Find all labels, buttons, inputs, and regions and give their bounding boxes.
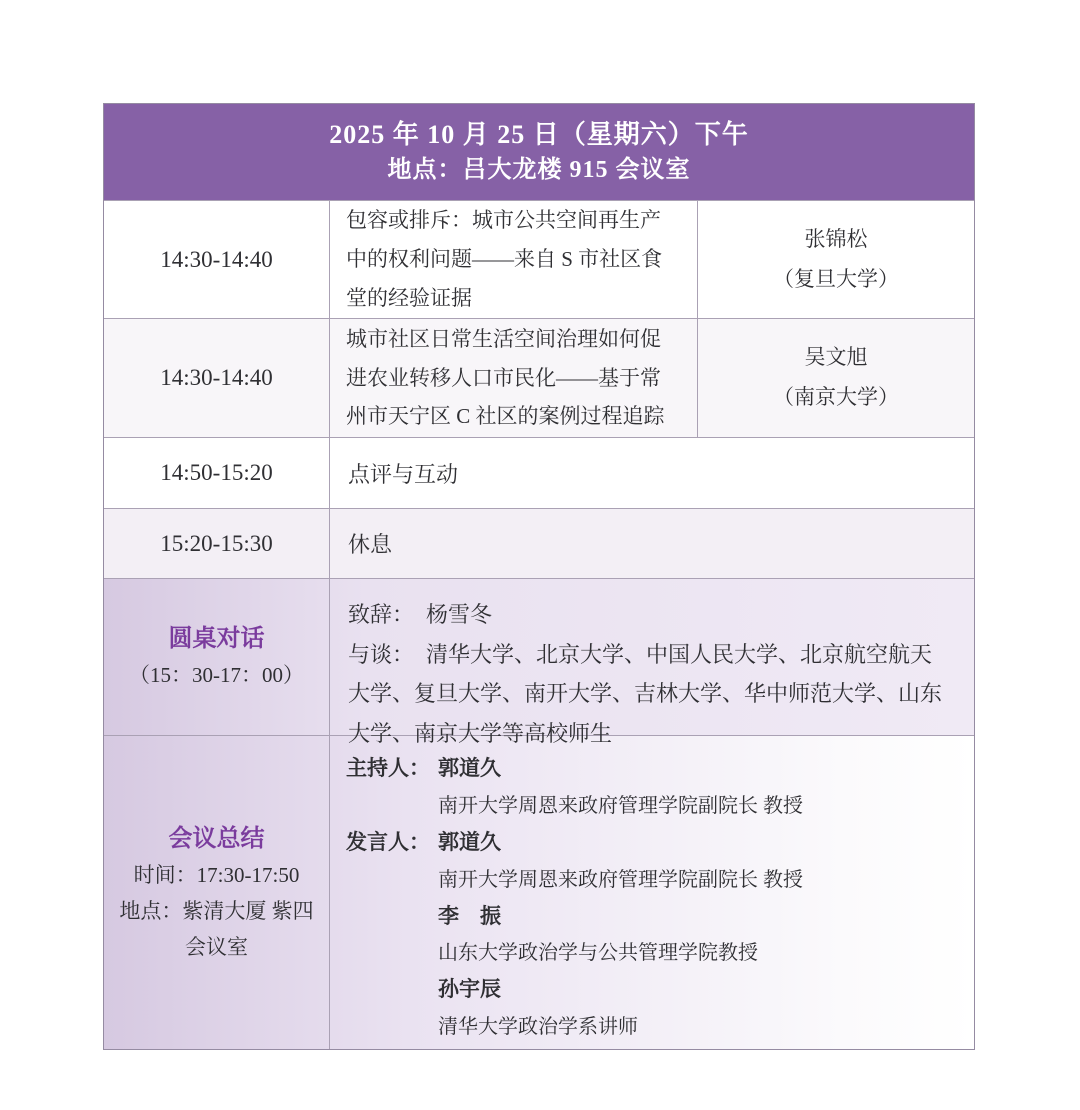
speaker-cell [698,319,974,437]
summary-speaker-desc: 清华大学政治学系讲师 [438,1016,638,1039]
summary-speaker-name: 孙宇辰 [438,977,501,1002]
speaker-cell [698,201,974,318]
time-cell: 14:30-14:40 [104,319,330,437]
speech-label: 致辞： [348,602,415,627]
summary-title: 会议总结 [168,825,265,852]
roundtable-speech-line [348,595,954,635]
speaker-affiliation: （南京大学） [773,385,899,409]
speaker-affiliation: （复旦大学） [773,266,899,291]
summary-speaker-name: 李 振 [438,903,501,928]
table-row [104,200,974,318]
summary-speaker-desc: 山东大学政治学与公共管理学院教授 [438,942,758,965]
summary-speaker-name: 郭道久 [438,829,501,854]
roundtable-row [104,578,974,746]
conference-program-table [103,103,975,1050]
host-label: 主持人： [346,756,430,780]
panel-participants: 清华大学、北京大学、中国人民大学、北京航空航天大学、复旦大学、南开大学、吉林大学、华中师范大学、山东大学、南京大学等高校师生 [348,641,943,746]
summary-detail-cell [330,736,974,1049]
time-cell: 14:30-14:40 [104,201,330,318]
summary-speaker-desc: 南开大学周恩来政府管理学院副院长 教授 [438,868,803,891]
table-row [104,318,974,437]
speaker-name: 吴文旭 [804,345,868,370]
roundtable-time: （15：30-17：00） [129,663,304,688]
paper-title: 城市社区日常生活空间治理如何促进农业转移人口市民化——基于常州市天宁区 C 社区的案例过程追踪 [346,326,665,429]
roundtable-detail-cell [330,579,974,746]
speaker-line [346,824,954,862]
speech-speaker: 杨雪冬 [426,602,493,627]
activity-cell: 点评与互动 [348,461,459,487]
paper-title-cell [330,201,698,318]
session-location: 地点：吕大龙楼 915 会议室 [387,157,691,184]
session-header [104,104,974,200]
speaker-name: 张锦松 [804,226,868,251]
paper-title-cell [330,319,698,437]
host-name: 郭道久 [438,756,501,780]
summary-location: 地点：紫清大厦 紫四会议室 [119,898,314,959]
roundtable-title: 圆桌对话 [168,625,265,652]
summary-label-cell [104,736,330,1049]
host-line [346,750,954,788]
activity-cell: 休息 [348,532,393,557]
table-row [104,437,974,508]
paper-title: 包容或排斥：城市公共空间再生产中的权利问题——来自 S 市社区食堂的经验证据 [346,208,663,310]
speakers-label: 发言人： [346,829,430,854]
roundtable-label-cell [104,579,330,735]
summary-row [104,735,974,1049]
summary-time: 时间：17:30-17:50 [133,863,300,888]
summary-left-block [112,820,322,965]
table-row [104,508,974,578]
host-desc: 南开大学周恩来政府管理学院副院长 教授 [438,794,803,817]
session-date: 2025 年 10 月 25 日（星期六）下午 [329,119,749,149]
panel-label: 与谈： [348,641,415,667]
time-cell: 15:20-15:30 [104,509,330,578]
time-cell: 14:50-15:20 [104,438,330,508]
